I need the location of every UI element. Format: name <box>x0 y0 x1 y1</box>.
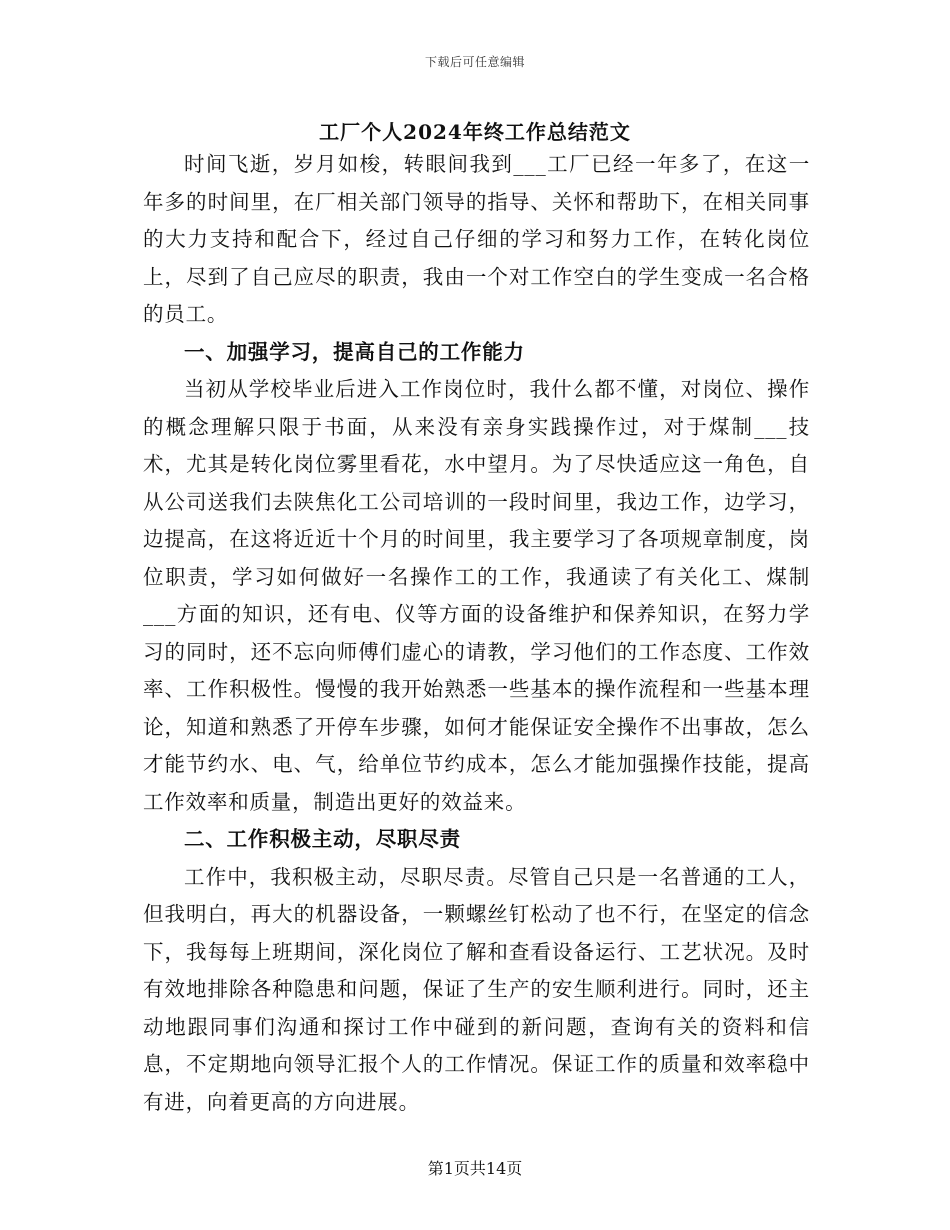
header-note: 下载后可任意编辑 <box>424 55 525 69</box>
document-body <box>143 146 810 1121</box>
document-title: 工厂个人2024年终工作总结范文 <box>319 120 631 144</box>
paragraph-intro: 时间飞逝，岁月如梭，转眼间我到___工厂已经一年多了，在这一年多的时间里，在厂相关部门领导的指导、关怀和帮助下，在相关同事的大力支持和配合下，经过自己仔细的学习和努力工作，在转化岗位上，尽到了自己应尽的职责，我由一个对工作空白的学生变成一名合格的员工。 <box>143 152 810 326</box>
paragraph-section-1: 当初从学校毕业后进入工作岗位时，我什么都不懂，对岗位、操作的概念理解只限于书面，从来没有亲身实践操作过，对于煤制___技术，尤其是转化岗位雾里看花，水中望月。为了尽快适应这一角色，自从公司送我们去陕焦化工公司培训的一段时间里，我边工作，边学习，边提高，在这将近近十个月的时间里，我主要学习了各项规章制度，岗位职责，学习如何做好一名操作工的工作，我通读了有关化工、煤制___方面的知识，还有电、仪等方面的设备维护和保养知识，在努力学习的同时，还不忘向师傅们虚心的请教，学习他们的工作态度、工作效率、工作积极性。慢慢的我开始熟悉一些基本的操作流程和一些基本理论，知道和熟悉了开停车步骤，如何才能保证安全操作不出事故，怎么才能节约水、电、气，给单位节约成本，怎么才能加强操作技能，提高工作效率和质量，制造出更好的效益来。 <box>143 377 810 814</box>
section-heading-2: 二、工作积极主动，尽职尽责 <box>184 827 461 851</box>
paragraph-section-2: 工作中，我积极主动，尽职尽责。尽管自己只是一名普通的工人，但我明白，再大的机器设备，一颗螺丝钉松动了也不行，在坚定的信念下，我每每上班期间，深化岗位了解和查看设备运行、工艺状况。及时有效地排除各种隐患和问题，保证了生产的安生顺利进行。同时，还主动地跟同事们沟通和探讨工作中碰到的新问题，查询有关的资料和信息，不定期地向领导汇报个人的工作情况。保证工作的质量和效率稳中有进，向着更高的方向进展。 <box>143 864 810 1114</box>
section-heading-1: 一、加强学习，提高自己的工作能力 <box>184 339 525 364</box>
page-number: 第1页共14页 <box>427 1159 523 1178</box>
